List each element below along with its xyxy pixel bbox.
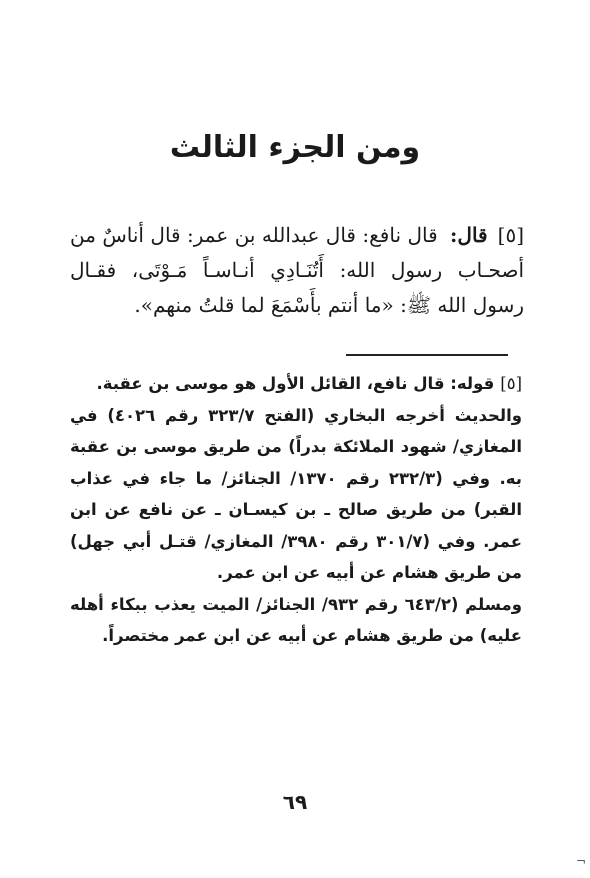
footnote-text-second: والحديث أخرجه البخاري (الفتح ٣٢٣/٧ رقم ٤٠٢٦) في المغازي/ شهود الملائكة بدراً) من طريق موسى بن عقبة به. وفي (٢٣٢/٣ رقم ١٣٧٠/ الجنائز/ ما جاء في عذاب القبر) من طريق صالح ـ بن كيسـان ـ عن نافع عن ابن عمر. وفي (٣٠١/٧ رقم ٣٩٨٠/ المغازي/ قتـل أبي جهل) من طريق هشام عن أبيه عن ابن عمر. [70, 405, 523, 582]
hadith-paragraph [70, 218, 524, 323]
footnote-first-line [70, 368, 522, 400]
page-number: ٦٩ [282, 790, 308, 814]
hadith-speaker: قال: [450, 223, 488, 247]
footnotes [70, 368, 522, 652]
hadith-text: قال نافع: قال عبدالله بن عمر: قال أناسٌ من أصحـاب رسول الله: أَتُنَـادِي أنـاسـاً مَـوْتَى، فقـال رسول الله ﷺ: «ما أنتم بأَسْمَعَ لما قلتُ منهم». [70, 223, 524, 317]
chapter-title: ومن الجزء الثالث [169, 130, 421, 165]
footnote-text-third: ومسلم (٦٤٣/٢ رقم ٩٣٢/ الجنائز/ الميت يعذب ببكاء أهله عليه) من طريق هشام عن أبيه عن ابن عمر مختصراً. [70, 594, 523, 645]
footnote-number: [٥] [500, 374, 522, 393]
footnote-text-first: قوله: قال نافع، القائل الأول هو موسى بن عقبة. [96, 374, 495, 393]
hadith-number: [٥] [497, 223, 524, 247]
footnote-divider [346, 354, 508, 356]
scan-mark: ¬ [576, 854, 587, 868]
